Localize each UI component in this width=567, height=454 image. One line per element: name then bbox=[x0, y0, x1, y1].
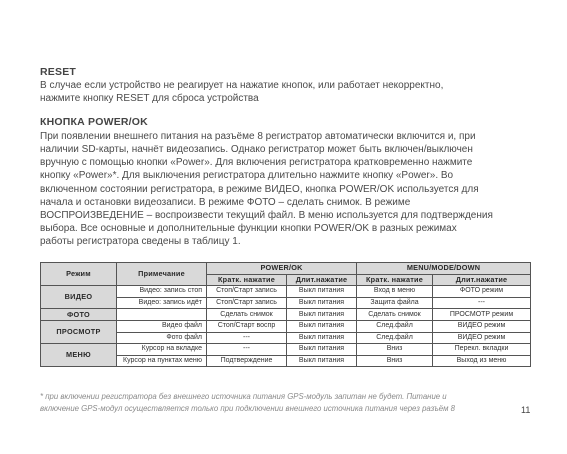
table-cell: Перекл. вкладки bbox=[433, 344, 531, 356]
table-cell: Сделать снимок bbox=[357, 309, 433, 321]
power-ok-text bbox=[40, 130, 530, 248]
table-cell: След.файл bbox=[357, 320, 433, 332]
table-row bbox=[41, 344, 531, 356]
table-cell: Вниз bbox=[357, 355, 433, 367]
table-cell: ФОТО режим bbox=[433, 286, 531, 298]
header-note: Примечание bbox=[117, 263, 207, 286]
footnote-line: * при включении регистратора без внешнего источника питания GPS-модуль запитан не будет. Питание и bbox=[40, 392, 447, 401]
footnote bbox=[40, 391, 510, 414]
table-row bbox=[41, 309, 531, 321]
table-cell: Стоп/Старт запись bbox=[207, 297, 287, 309]
table-cell: Выход из меню bbox=[433, 355, 531, 367]
mode-cell-menu: МЕНЮ bbox=[41, 344, 117, 367]
subheader-long-press: Длит.нажатие bbox=[287, 274, 357, 286]
table-cell: Выкл питания bbox=[287, 286, 357, 298]
subheader-long-press: Длит.нажатие bbox=[433, 274, 531, 286]
table-cell: Подтверждение bbox=[207, 355, 287, 367]
table-cell: --- bbox=[433, 297, 531, 309]
page-number: 11 bbox=[521, 405, 531, 415]
table-cell: Защита файла bbox=[357, 297, 433, 309]
power-ok-line: начала и остановки видеозаписи. В режиме ФОТО – сделать снимок. В режиме bbox=[40, 196, 411, 208]
table-cell: Выкл питания bbox=[287, 344, 357, 356]
table-cell: Сделать снимок bbox=[207, 309, 287, 321]
note-cell: Видео: запись идёт bbox=[117, 297, 207, 309]
header-power-ok: POWER/OK bbox=[207, 263, 357, 275]
table-cell: Вход в меню bbox=[357, 286, 433, 298]
power-ok-line: При появлении внешнего питания на разъёме 8 регистратор автоматически включится и, при bbox=[40, 131, 476, 143]
subheader-short-press: Кратк. нажатие bbox=[207, 274, 287, 286]
table-cell: Выкл питания bbox=[287, 320, 357, 332]
power-ok-line: выбора. Все основные и дополнительные функции кнопки POWER/OK в разных режимах bbox=[40, 222, 457, 234]
reset-text bbox=[40, 79, 530, 105]
table-cell: --- bbox=[207, 332, 287, 344]
section-title-reset: RESET bbox=[40, 66, 77, 78]
section-title-power-ok: КНОПКА POWER/OK bbox=[40, 116, 148, 129]
power-ok-line: ВОСПРОИЗВЕДЕНИЕ – воспроизвести текущий файл. В меню используется для подтверждения bbox=[40, 209, 493, 221]
table-cell: ВИДЕО режим bbox=[433, 332, 531, 344]
section-power-ok bbox=[40, 116, 530, 248]
header-menu-mode-down: MENU/MODE/DOWN bbox=[357, 263, 531, 275]
table-cell: Стоп/Старт воспр bbox=[207, 320, 287, 332]
subheader-short-press: Кратк. нажатие bbox=[357, 274, 433, 286]
power-ok-line: кнопку «Power»*. Для выключения регистратора длительно нажмите кнопку «Power». Во bbox=[40, 170, 454, 182]
power-ok-line: включенном состоянии регистратора, в режиме ВИДЕО, кнопка POWER/OK используется для bbox=[40, 183, 479, 195]
mode-cell-photo: ФОТО bbox=[41, 309, 117, 321]
power-ok-line: работы регистратора сведены в таблицу 1. bbox=[40, 235, 241, 247]
table-cell: ВИДЕО режим bbox=[433, 320, 531, 332]
section-reset bbox=[40, 66, 530, 105]
table-cell: Выкл питания bbox=[287, 309, 357, 321]
table-cell: Выкл питания bbox=[287, 355, 357, 367]
mode-cell-playback: ПРОСМОТР bbox=[41, 320, 117, 343]
table-cell: --- bbox=[207, 344, 287, 356]
table-cell: Вниз bbox=[357, 344, 433, 356]
note-cell: Курсор на пунктах меню bbox=[117, 355, 207, 367]
header-mode: Режим bbox=[41, 263, 117, 286]
note-cell: Видео: запись стоп bbox=[117, 286, 207, 298]
table-cell: ПРОСМОТР режим bbox=[433, 309, 531, 321]
power-ok-line: наличии SD-карты, начнёт видеозапись. Однако регистратор может быть включен/выключен bbox=[40, 144, 473, 156]
note-cell: Курсор на вкладке bbox=[117, 344, 207, 356]
power-ok-line: вручную с помощью кнопки «Power». Для включения регистратора кратковременно нажмите bbox=[40, 157, 473, 169]
table-cell: След.файл bbox=[357, 332, 433, 344]
table-cell: Стоп/Старт запись bbox=[207, 286, 287, 298]
footnote-line: включение GPS-модул осуществляется только при подключении внешнего источника питания через разъём 8 bbox=[40, 403, 455, 413]
table-row bbox=[41, 320, 531, 332]
reset-line: нажмите кнопку RESET для сброса устройства bbox=[40, 93, 259, 105]
note-cell bbox=[117, 309, 207, 321]
buttons-table bbox=[40, 262, 531, 367]
note-cell: Видео файл bbox=[117, 320, 207, 332]
table-cell: Выкл питания bbox=[287, 297, 357, 309]
document-body bbox=[40, 66, 530, 248]
note-cell: Фото файл bbox=[117, 332, 207, 344]
table-cell: Выкл питания bbox=[287, 332, 357, 344]
table-row bbox=[41, 286, 531, 298]
reset-line: В случае если устройство не реагирует на нажатие кнопок, или работает некорректно, bbox=[40, 80, 444, 91]
mode-cell-video: ВИДЕО bbox=[41, 286, 117, 309]
